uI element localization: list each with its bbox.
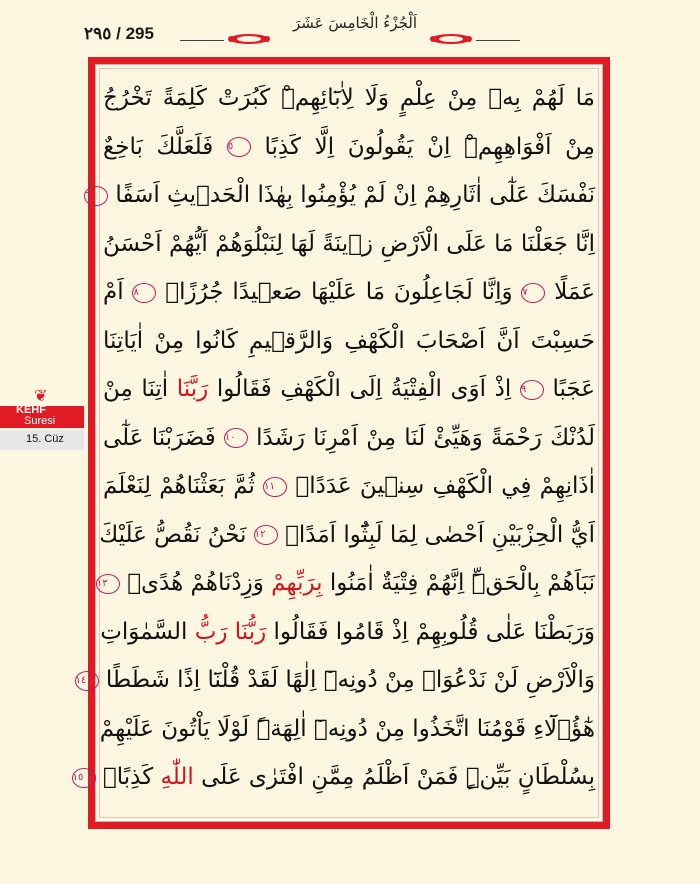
surah-suffix: Suresi bbox=[24, 415, 56, 427]
highlighted-word: اللّٰهِ bbox=[160, 764, 194, 790]
left-ornament-icon bbox=[226, 32, 272, 46]
ayah-number-marker: ١٥ bbox=[72, 768, 96, 788]
verse-text: نَبَاَهُمْ بِالْحَقِّۜ اِنَّهُمْ فِتْيَةٌ اٰمَنُوا bbox=[322, 570, 595, 596]
verse-text: حَسِبْتَ اَنَّ اَصْحَابَ الْكَهْفِ وَالرَّق۪يمِ كَانُوا مِنْ اٰيَاتِنَا bbox=[103, 327, 595, 354]
verse-text: السَّمٰوَاتِ bbox=[100, 618, 195, 645]
verse-text: اٰذَانِهِمْ فِي الْكَهْفِ سِن۪ينَ عَدَدًاۙ bbox=[287, 473, 595, 499]
ayah-number-marker: ١٣ bbox=[96, 574, 120, 594]
juz-title: اَلْجُزْءُ الْخَامِسَ عَشَرَ bbox=[292, 14, 418, 32]
quran-text-block bbox=[72, 74, 595, 802]
verse-text: نَحْنُ نَقُصُّ عَلَيْكَ bbox=[99, 521, 254, 548]
highlighted-word: رَبُّنَا رَبُّ bbox=[194, 618, 267, 645]
right-ornament-icon bbox=[428, 32, 474, 46]
text-line-2 bbox=[103, 123, 595, 172]
text-line-14 bbox=[99, 705, 595, 754]
ayah-number-marker: ١٤ bbox=[75, 671, 99, 691]
verse-text: عَمَلًا bbox=[545, 279, 595, 305]
ayah-number-marker: ٥ bbox=[227, 137, 251, 157]
verse-text: عَجَبًا bbox=[543, 376, 595, 402]
text-line-5 bbox=[103, 268, 595, 317]
text-line-3 bbox=[85, 171, 595, 220]
text-line-12 bbox=[100, 608, 595, 657]
ayah-number-marker: ١٠ bbox=[224, 428, 248, 448]
verse-text: اٰتِنَا مِنْ bbox=[103, 376, 177, 402]
text-line-10 bbox=[99, 511, 595, 560]
verse-text: مَا لَهُمْ بِه۪ مِنْ عِلْمٍ وَلَا لِاٰبَٓائِهِمْۜ كَبُرَتْ كَلِمَةً تَخْرُجُ bbox=[103, 85, 595, 111]
verse-text: نَفْسَكَ عَلٰٓى اٰثَارِهِمْ اِنْ لَمْ يُؤْمِنُوا بِهٰذَا الْحَد۪يثِ اَسَفًا bbox=[108, 182, 595, 208]
text-line-8 bbox=[103, 414, 595, 463]
text-line-11 bbox=[96, 559, 595, 608]
highlighted-word: بِرَبِّهِمْ bbox=[271, 570, 323, 596]
text-line-15 bbox=[72, 753, 595, 802]
text-line-13 bbox=[75, 656, 595, 705]
verse-text: وَرَبَطْنَا عَلٰى قُلُوبِهِمْ اِذْ قَامُوا فَقَالُوا bbox=[266, 618, 595, 645]
verse-text: اَيُّ الْحِزْبَيْنِ اَحْصٰى لِمَا لَبِثُٓوا اَمَدًاۚ bbox=[277, 521, 595, 548]
verse-text: اِنَّا جَعَلْنَا مَا عَلَى الْاَرْضِ ز۪ينَةً لَهَا لِنَبْلُوَهُمْ اَيُّهُمْ اَحْسَنُ bbox=[103, 230, 595, 257]
surah-label-box bbox=[0, 406, 84, 428]
verse-text: وَاِنَّا لَجَاعِلُونَ مَا عَلَيْهَا صَع۪يدًا جُرُزًاۜ bbox=[156, 279, 522, 305]
verse-text: مِنْ اَفْوَاهِهِمْۜ اِنْ يَقُولُونَ اِلَّا كَذِبًا bbox=[250, 133, 595, 160]
surah-side-tab[interactable] bbox=[0, 386, 84, 454]
cuz-label-box bbox=[0, 430, 84, 450]
verse-text: هٰٓؤُ۬لَٓاءِ قَوْمُنَا اتَّخَذُوا مِنْ دُونِه۪ٓ اٰلِهَةًۜ لَوْلَا يَاْتُونَ عَلَيْهِمْ bbox=[99, 715, 595, 742]
surah-name: KEHF bbox=[16, 404, 46, 416]
highlighted-word: رَبَّنَا bbox=[176, 376, 209, 402]
text-line-4 bbox=[103, 220, 595, 269]
cuz-label: 15. Cüz bbox=[26, 433, 64, 445]
verse-text: لَدُنْكَ رَحْمَةً وَهَيِّئْ لَنَا مِنْ اَمْرِنَا رَشَدًا bbox=[247, 424, 595, 451]
ayah-number-marker: ٩ bbox=[520, 380, 544, 400]
page-number: ٢٩٥ / 295 bbox=[84, 24, 154, 43]
tab-flower-icon: ❦ bbox=[34, 386, 48, 405]
ayah-number-marker: ١٢ bbox=[254, 525, 278, 545]
verse-text: ثُمَّ بَعَثْنَاهُمْ لِنَعْلَمَ bbox=[103, 473, 264, 499]
verse-text: اَمْ bbox=[103, 279, 133, 305]
page-header bbox=[0, 0, 700, 56]
ayah-number-marker: ٦ bbox=[84, 186, 108, 206]
left-ornament-rule bbox=[180, 40, 224, 41]
right-ornament-rule bbox=[476, 40, 520, 41]
ayah-number-marker: ١١ bbox=[263, 477, 287, 497]
text-line-9 bbox=[103, 462, 595, 511]
verse-text: فَضَرَبْنَا عَلٰٓى bbox=[103, 424, 224, 451]
verse-text: اِذْ اَوَى الْفِتْيَةُ اِلَى الْكَهْفِ فَقَالُوا bbox=[208, 376, 520, 402]
text-line-7 bbox=[103, 365, 595, 414]
verse-text: وَالْاَرْضِ لَنْ نَدْعُوَا۟ مِنْ دُونِه۪ٓ اِلٰهًا لَقَدْ قُلْنَٓا اِذًا شَطَطًا bbox=[98, 667, 595, 693]
verse-text: فَلَعَلَّكَ بَاخِعٌ bbox=[103, 133, 227, 160]
verse-text: بِسُلْطَانٍ بَيِّنٍۜ فَمَنْ اَظْلَمُ مِمَّنِ افْتَرٰى عَلَى bbox=[193, 764, 595, 790]
text-line-6 bbox=[103, 317, 595, 366]
ayah-number-marker: ٨ bbox=[132, 283, 156, 303]
text-line-1 bbox=[103, 74, 595, 123]
verse-text: وَزِدْنَاهُمْ هُدًىۗ bbox=[119, 570, 272, 596]
verse-text: كَذِبًاۜ bbox=[95, 764, 161, 790]
ayah-number-marker: ٧ bbox=[521, 283, 545, 303]
